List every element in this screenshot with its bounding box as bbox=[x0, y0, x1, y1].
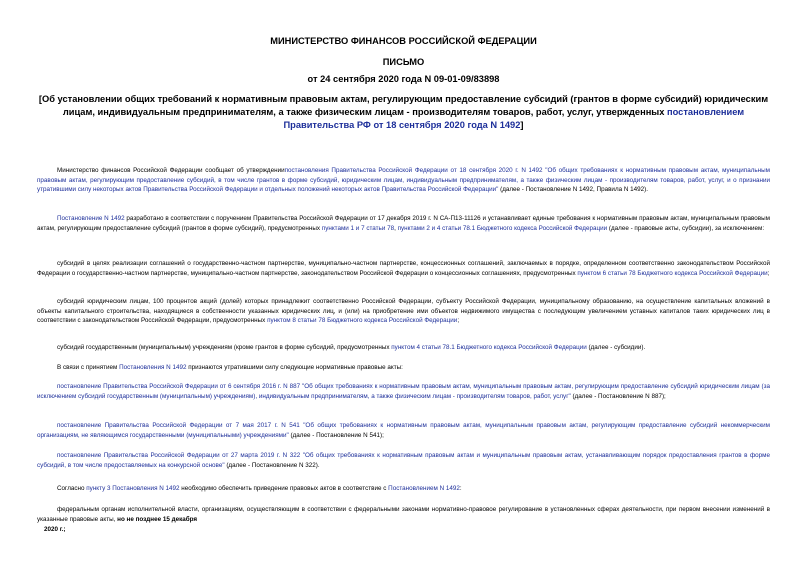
paragraph-6 bbox=[37, 363, 770, 373]
doc-type: ПИСЬМО bbox=[382, 57, 425, 67]
p2-link-3[interactable]: пунктами 2 и 4 статьи 78.1 Бюджетного кодекса Российской Федерации bbox=[397, 224, 608, 232]
p10-link-2[interactable]: Постановлением N 1492 bbox=[388, 485, 460, 492]
p6-text-end: признаются утратившими силу следующие нормативные правовые акты: bbox=[186, 364, 403, 371]
p2-text-end: (далее - правовые акты, субсидии), за исключением: bbox=[607, 224, 765, 232]
p4-text: субсидий юридическим лицам, 100 процентов акций (долей) которых принадлежит соответственно Российской Федерации, субъекту Российской Федерации, муниципальному образованию, на осуществление капитальных вложений в объекты капитального строительства, находящиеся в собственности указанных юридических лиц, и (или) на приобретение ими объектов недвижимого имущества с последующим увеличением уставных капиталов таких юридических лиц в соответствии с законодательством Российской Федерации, предусмотренных bbox=[37, 298, 770, 325]
p3-link[interactable]: пунктом 6 статьи 78 Бюджетного кодекса Российской Федерации bbox=[577, 269, 768, 277]
p1-link[interactable]: постановления Правительства Российской Федерации от 18 сентября 2020 г. N 1492 "Об общих требованиях к нормативным правовым актам, муниципальным правовым актам, регулирующим предоставление субсидий, в том числе грантов в форме субсидий, юридическим лицам, индивидуальным предпринимателям, а также физическим лицам - производителям товаров, работ, услуг, и о признании утратившими силу некоторых актов Правительства Российской Федерации и отдельных положений некоторых актов Правительства Российской Федерации" bbox=[37, 167, 770, 194]
subject-text: [Об установлении общих требований к нормативным правовым актам, регулирующим предоставление субсидий (грантов в форме субсидий) юридическим лицам, индивидуальным предпринимателям, а также физическим лицам - производителям товаров, работ, услуг, утвержденных bbox=[38, 94, 769, 117]
paragraph-8 bbox=[37, 421, 770, 440]
ministry-title: МИНИСТЕРСТВО ФИНАНСОВ РОССИЙСКОЙ ФЕДЕРАЦИИ bbox=[270, 36, 537, 46]
p10-text: Согласно bbox=[57, 485, 87, 492]
subject-end: ] bbox=[520, 120, 524, 130]
paragraph-4 bbox=[37, 297, 770, 326]
p2-link-1[interactable]: Постановление N 1492 bbox=[57, 215, 125, 222]
p8-link[interactable]: постановление Правительства Российской Федерации от 7 мая 2017 г. N 541 "Об общих требованиях к нормативным правовым актам, муниципальным правовым актам, регулирующим предоставление субсидий некоммерческим организациям, не являющимся государственными (муниципальными) учреждениями" bbox=[37, 422, 770, 439]
p5-link[interactable]: пунктом 4 статьи 78.1 Бюджетного кодекса Российской Федерации bbox=[391, 344, 587, 351]
subject-link[interactable]: постановлением Правительства РФ от 18 сентября 2020 года N 1492 bbox=[283, 107, 745, 130]
p10-text-mid: необходимо обеспечить приведение правовых актов в соответствие с bbox=[179, 485, 389, 492]
p1-text-end: (далее - Постановление N 1492, Правила N 1492). bbox=[498, 186, 649, 194]
p4-text-end: ; bbox=[457, 317, 460, 325]
paragraph-11 bbox=[37, 505, 770, 524]
p2-link-2[interactable]: пунктами 1 и 7 статьи 78 bbox=[321, 224, 395, 232]
paragraph-3 bbox=[37, 259, 770, 278]
paragraph-7 bbox=[37, 382, 770, 401]
p3-text: субсидий в целях реализации соглашений о государственно-частном партнерстве, муниципально-частном партнерстве, концессионных соглашений, заключаемых в порядке, определенном соответственно законодательством Российской Федерации о государственно-частном партнерстве, муниципально-частном партнерстве, законодательством Российской Федерации о концессионных соглашениях, предусмотренных bbox=[37, 260, 770, 277]
p10-text-end: : bbox=[459, 485, 462, 492]
paragraph-1 bbox=[37, 166, 770, 195]
doc-date-number: от 24 сентября 2020 года N 09-01-09/83898 bbox=[307, 74, 500, 84]
p1-text: Министерство финансов Российской Федерации сообщает об утверждении bbox=[57, 167, 285, 174]
p2-sep: , bbox=[394, 224, 398, 232]
p2-text: разработано в соответствии с поручением Правительства Российской Федерации от 17 декабря 2019 г. N СА-П13-11126 и устанавливает единые требования к нормативным правовым актам, муниципальным правовым актам, регулирующим предоставление субсидий (грантов в форме субсидий), предусмотренных bbox=[37, 215, 771, 232]
deadline-year: 2020 г.; bbox=[44, 526, 66, 533]
p4-link[interactable]: пунктом 8 статьи 78 Бюджетного кодекса Российской Федерации bbox=[267, 317, 458, 325]
p7-link[interactable]: постановление Правительства Российской Федерации от 6 сентября 2016 г. N 887 "Об общих требованиях к нормативным правовым актам, муниципальным правовым актам, регулирующим предоставление субсидий юридическим лицам (за исключением субсидий государственным (муниципальным) учреждениям), индивидуальным предпринимателям, а также физическим лицам - производителям товаров, работ, услуг" bbox=[37, 383, 770, 400]
p6-text: В связи с принятием bbox=[57, 364, 120, 371]
p11-text: федеральным органам исполнительной власти, организациям, осуществляющим в соответствии с федеральными законами нормативно-правовое регулирование в установленных сферах деятельности, при первом внесении изменений в указанные правовые акты, bbox=[37, 506, 770, 523]
paragraph-10 bbox=[37, 484, 770, 494]
p9-link[interactable]: постановление Правительства Российской Федерации от 27 марта 2019 г. N 322 "Об общих требованиях к нормативным правовым актам и муниципальным правовым актам, устанавливающим порядок предоставления грантов в форме субсидий, в том числе предоставляемых на конкурсной основе" bbox=[37, 452, 770, 469]
p7-text-end: (далее - Постановление N 887); bbox=[570, 392, 666, 400]
subject-heading bbox=[30, 93, 777, 132]
paragraph-9 bbox=[37, 451, 770, 470]
p10-link-1[interactable]: пункту 3 Постановления N 1492 bbox=[86, 485, 180, 492]
p6-link[interactable]: Постановления N 1492 bbox=[119, 364, 187, 371]
paragraph-2 bbox=[37, 214, 770, 233]
p5-text: субсидий государственным (муниципальным) учреждениям (кроме грантов в форме субсидий, предусмотренных bbox=[57, 344, 392, 351]
p5-text-end: (далее - субсидии). bbox=[586, 344, 646, 351]
p3-text-end: ; bbox=[767, 269, 770, 277]
p11-deadline: но не позднее 15 декабря bbox=[117, 515, 198, 523]
paragraph-5 bbox=[37, 343, 770, 353]
p8-text-end: (далее - Постановление N 541); bbox=[288, 431, 384, 439]
p9-text-end: (далее - Постановление N 322). bbox=[224, 461, 320, 469]
